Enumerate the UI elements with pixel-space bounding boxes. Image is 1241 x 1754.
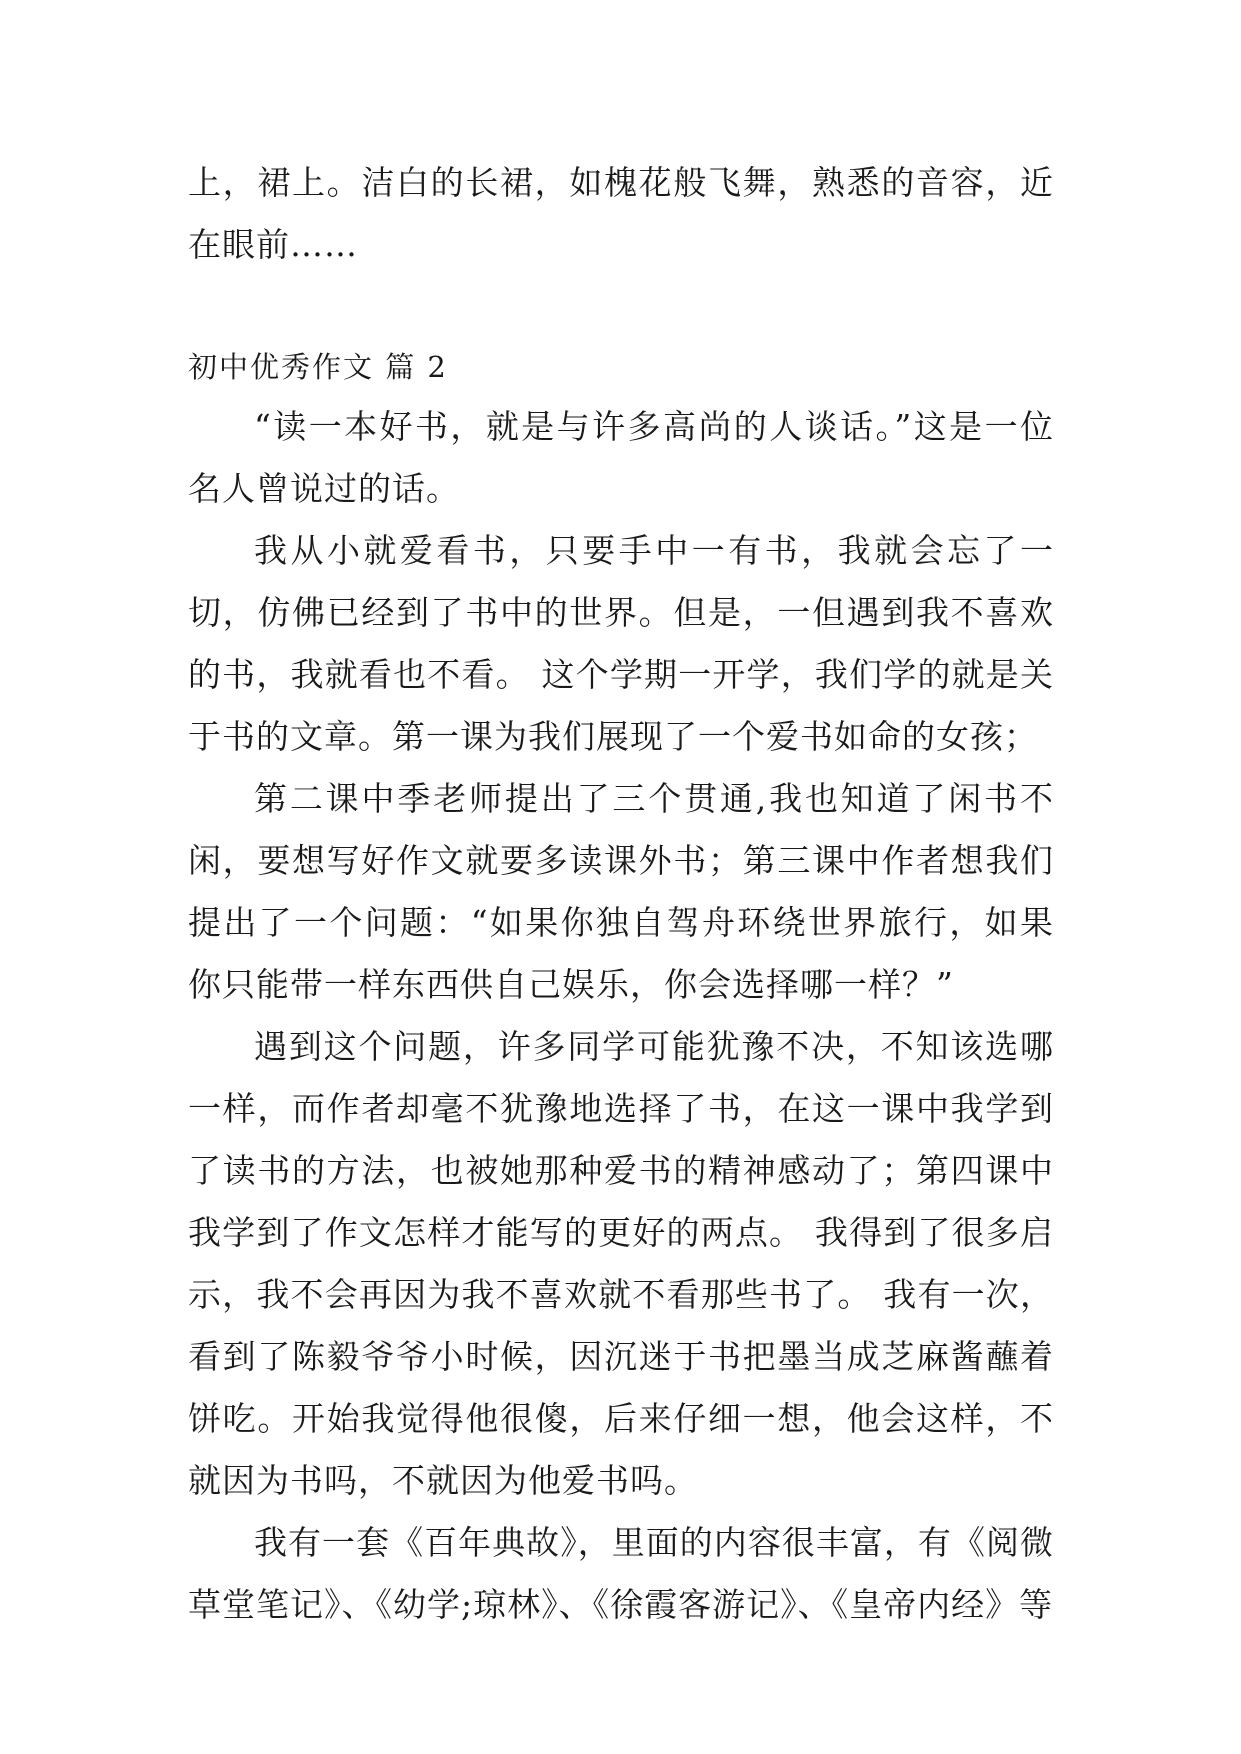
paragraph-3: 第二课中季老师提出了三个贯通,我也知道了闲书不闲，要想写好作文就要多读课外书；第三课中作者想我们提出了一个问题：“如果你独自驾舟环绕世界旅行，如果你只能带一样东西供自己娱乐，你会选择哪一样？” xyxy=(188,779,1054,1004)
continued-paragraph: 上，裙上。洁白的长裙，如槐花般飞舞，熟悉的音容，近在眼前…… xyxy=(188,163,1054,264)
paragraph-4: 遇到这个问题，许多同学可能犹豫不决，不知该选哪一样，而作者却毫不犹豫地选择了书，在这一课中我学到了读书的方法，也被她那种爱书的精神感动了；第四课中我学到了作文怎样才能写的更好的两点。 我得到了很多启示，我不会再因为我不喜欢就不看那些书了。 我有一次，看到了陈毅爷爷小时候，因沉迷于书把墨当成芝麻酱蘸着饼吃。开始我觉得他很傻，后来仔细一想，他会这样，不就因为书吗，不就因为他爱书吗。 xyxy=(188,1027,1054,1500)
paragraph-1: “读一本好书，就是与许多高尚的人谈话。”这是一位名人曾说过的话。 xyxy=(188,407,1054,508)
section-heading: 初中优秀作文 篇 2 xyxy=(188,350,448,384)
paragraph-2: 我从小就爱看书，只要手中一有书，我就会忘了一切，仿佛已经到了书中的世界。但是，一但遇到我不喜欢的书，我就看也不看。 这个学期一开学，我们学的就是关于书的文章。第一课为我们展现了一个爱书如命的女孩； xyxy=(188,531,1054,756)
paragraph-5: 我有一套《百年典故》，里面的内容很丰富，有《阅微草堂笔记》、《幼学;琼林》、《徐霞客游记》、《皇帝内经》等 xyxy=(188,1523,1054,1624)
document-body xyxy=(188,152,1054,1636)
